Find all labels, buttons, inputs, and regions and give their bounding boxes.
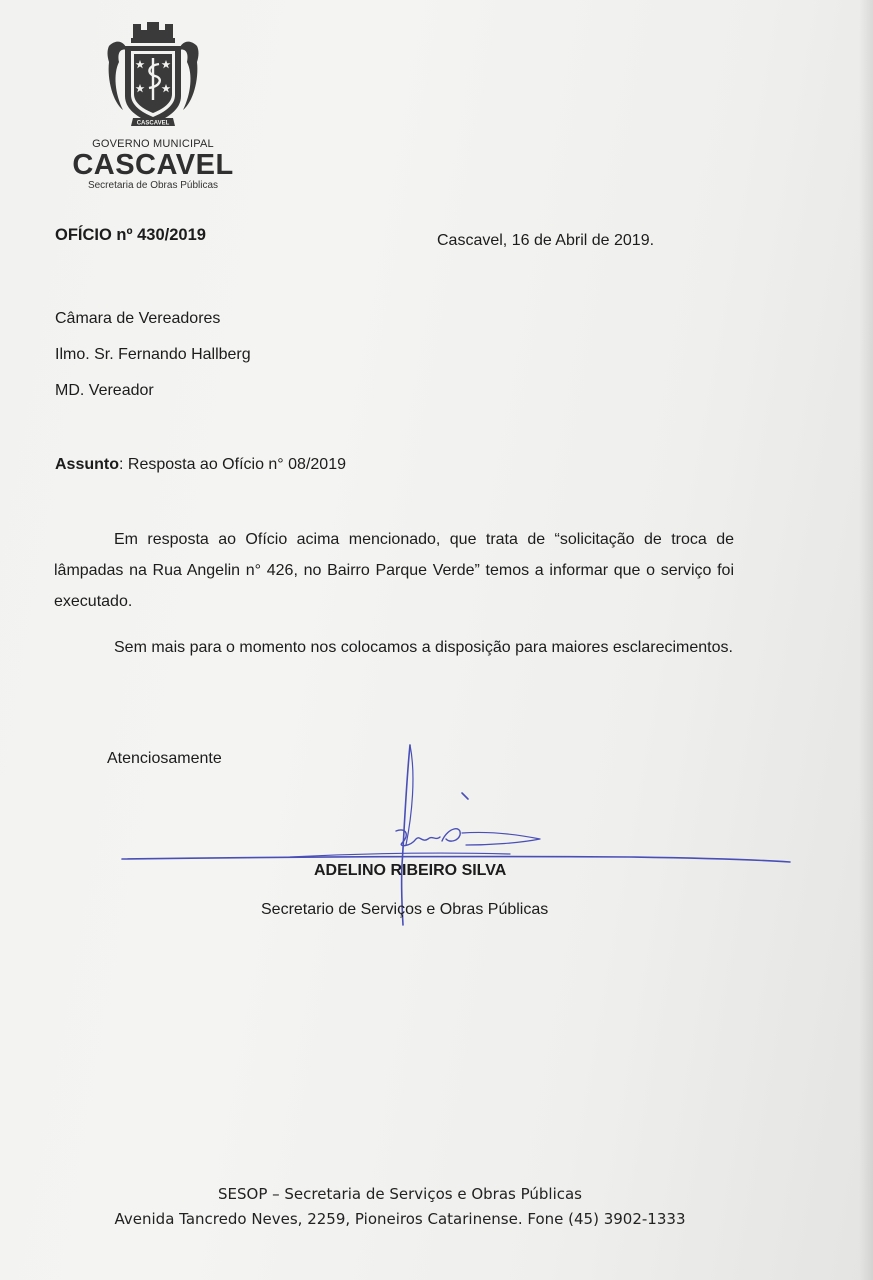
body-paragraph-2-text: Sem mais para o momento nos colocamos a disposição para maiores esclarecimentos.	[114, 639, 733, 656]
footer-address: Avenida Tancredo Neves, 2259, Pioneiros Catarinense. Fone (45) 3902-1333	[114, 1210, 686, 1228]
recipient-institution: Câmara de Vereadores	[55, 310, 221, 327]
footer-department: SESOP – Secretaria de Serviços e Obras Públicas	[218, 1185, 582, 1203]
document-reference: OFÍCIO nº 430/2019	[55, 226, 206, 244]
body-paragraph-1-text: Em resposta ao Ofício acima mencionado, que trata de “solicitação de troca de lâmpadas na Rua Angelin n° 426, no Bairro Parque Verde” temos a informar que o serviço foi executado.	[54, 531, 734, 610]
crest-banner-label: CASCAVEL	[136, 120, 170, 127]
page-edge-shadow	[859, 0, 873, 1280]
body-paragraph-1	[54, 524, 734, 617]
place-and-date: Cascavel, 16 de Abril de 2019.	[437, 232, 655, 249]
signatory-name: ADELINO RIBEIRO SILVA	[314, 862, 507, 879]
closing-salutation: Atenciosamente	[107, 750, 222, 767]
recipient-role: MD. Vereador	[55, 382, 154, 399]
city-crest-icon	[103, 18, 203, 136]
recipient-name: Ilmo. Sr. Fernando Hallberg	[55, 346, 251, 363]
signatory-title: Secretario de Serviços e Obras Públicas	[261, 901, 549, 918]
body-paragraph-2	[54, 632, 734, 663]
government-label: GOVERNO MUNICIPAL	[92, 138, 214, 150]
city-name: CASCAVEL	[72, 149, 234, 181]
letterhead-logo	[68, 18, 238, 191]
department-label: Secretaria de Obras Públicas	[87, 180, 219, 191]
subject-text: : Resposta ao Ofício n° 08/2019	[119, 456, 346, 473]
subject-line	[55, 456, 346, 474]
subject-label: Assunto	[55, 456, 119, 473]
